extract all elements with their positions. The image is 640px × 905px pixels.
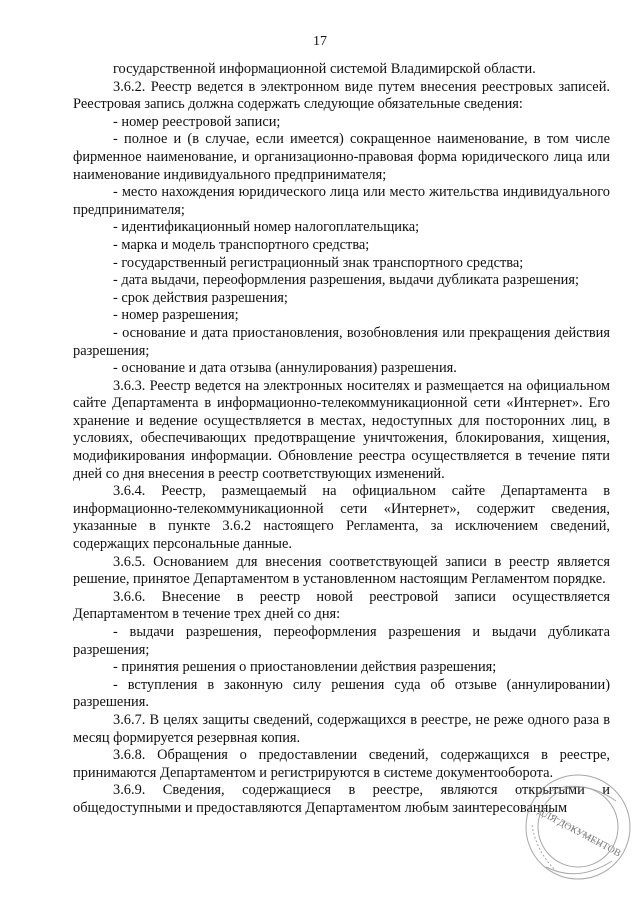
list-item: - идентификационный номер налогоплательщика; xyxy=(113,219,420,236)
list-item: - выдачи разрешения, переоформления разрешения и выдачи дубликата разрешения; xyxy=(73,624,610,658)
list-item: - место нахождения юридического лица или место жительства индивидуального предпринимателя; xyxy=(73,184,610,218)
list-item: - номер реестровой записи; xyxy=(113,113,281,130)
paragraph: 3.6.5. Основанием для внесения соответствующей записи в реестр является решение, принятое Департаментом в установленном настоящим Регламентом порядке. xyxy=(73,553,610,588)
list-item: - полное и (в случае, если имеется) сокращенное наименование, в том числе фирменное наименование, и организационно-правовая форма юридического лица или наименование индивидуального предпринимателя; xyxy=(73,131,610,183)
paragraph: государственной информационной системой Владимирской области. xyxy=(113,61,536,77)
list-item: - принятия решения о приостановлении действия разрешения; xyxy=(113,659,497,676)
paragraph: 3.6.7. В целях защиты сведений, содержащихся в реестре, не реже одного раза в месяц формируется резервная копия. xyxy=(73,711,610,746)
list-item: - срок действия разрешения; xyxy=(113,289,288,306)
stamp-text: ДЛЯ ДОКУМЕНТОВ xyxy=(535,806,623,860)
list-item: - вступления в законную силу решения суда об отзыве (аннулировании) разрешения. xyxy=(73,676,610,711)
list-item: - марка и модель транспортного средства; xyxy=(113,236,370,253)
list-item: - номер разрешения; xyxy=(113,307,239,324)
paragraph: 3.6.4. Реестр, размещаемый на официальном сайте Департамента в информационно-телекоммуникационной сети «Интернет», содержит сведения, указанные в пункте 3.6.2 настоящего Регламента, за исключением сведений, содержащих персональные данные. xyxy=(73,483,610,553)
paragraph: 3.6.2. Реестр ведется в электронном виде путем внесения реестровых записей. Реестровая запись должна содержать следующие обязательные сведения: xyxy=(73,78,610,113)
document-body xyxy=(73,61,610,818)
list-item: - основание и дата отзыва (аннулирования) разрешения. xyxy=(113,360,457,377)
paragraph: 3.6.6. Внесение в реестр новой реестровой записи осуществляется Департаментом в течение трех дней со дня: xyxy=(73,588,610,623)
list-item: - основание и дата приостановления, возобновления или прекращения действия разрешения; xyxy=(73,324,610,359)
paragraph: 3.6.8. Обращения о предоставлении сведений, содержащихся в реестре, принимаются Департаментом и регистрируются в системе документооборота. xyxy=(73,747,610,781)
list-item: - государственный регистрационный знак транспортного средства; xyxy=(113,254,524,271)
page-number: 17 xyxy=(313,34,327,49)
paragraph: 3.6.3. Реестр ведется на электронных носителях и размещается на официальном сайте Департамента в информационно-телекоммуникационной сети «Интернет». Его хранение и ведение осуществляется в местах, недоступных для посторонних лиц, в условиях, обеспечивающих предотвращение уничтожения, блокирования, хищения, модификирования информации. Обновление реестра осуществляется в течение пяти дней со дня внесения в реестр соответствующих изменений. xyxy=(73,377,610,482)
list-item: - дата выдачи, переоформления разрешения, выдачи дубликата разрешения; xyxy=(113,272,579,289)
paragraph: 3.6.9. Сведения, содержащиеся в реестре, являются открытыми и общедоступными и предоставляются Департаментом любым заинтересованным xyxy=(73,782,610,816)
seal-stamp xyxy=(512,755,632,895)
